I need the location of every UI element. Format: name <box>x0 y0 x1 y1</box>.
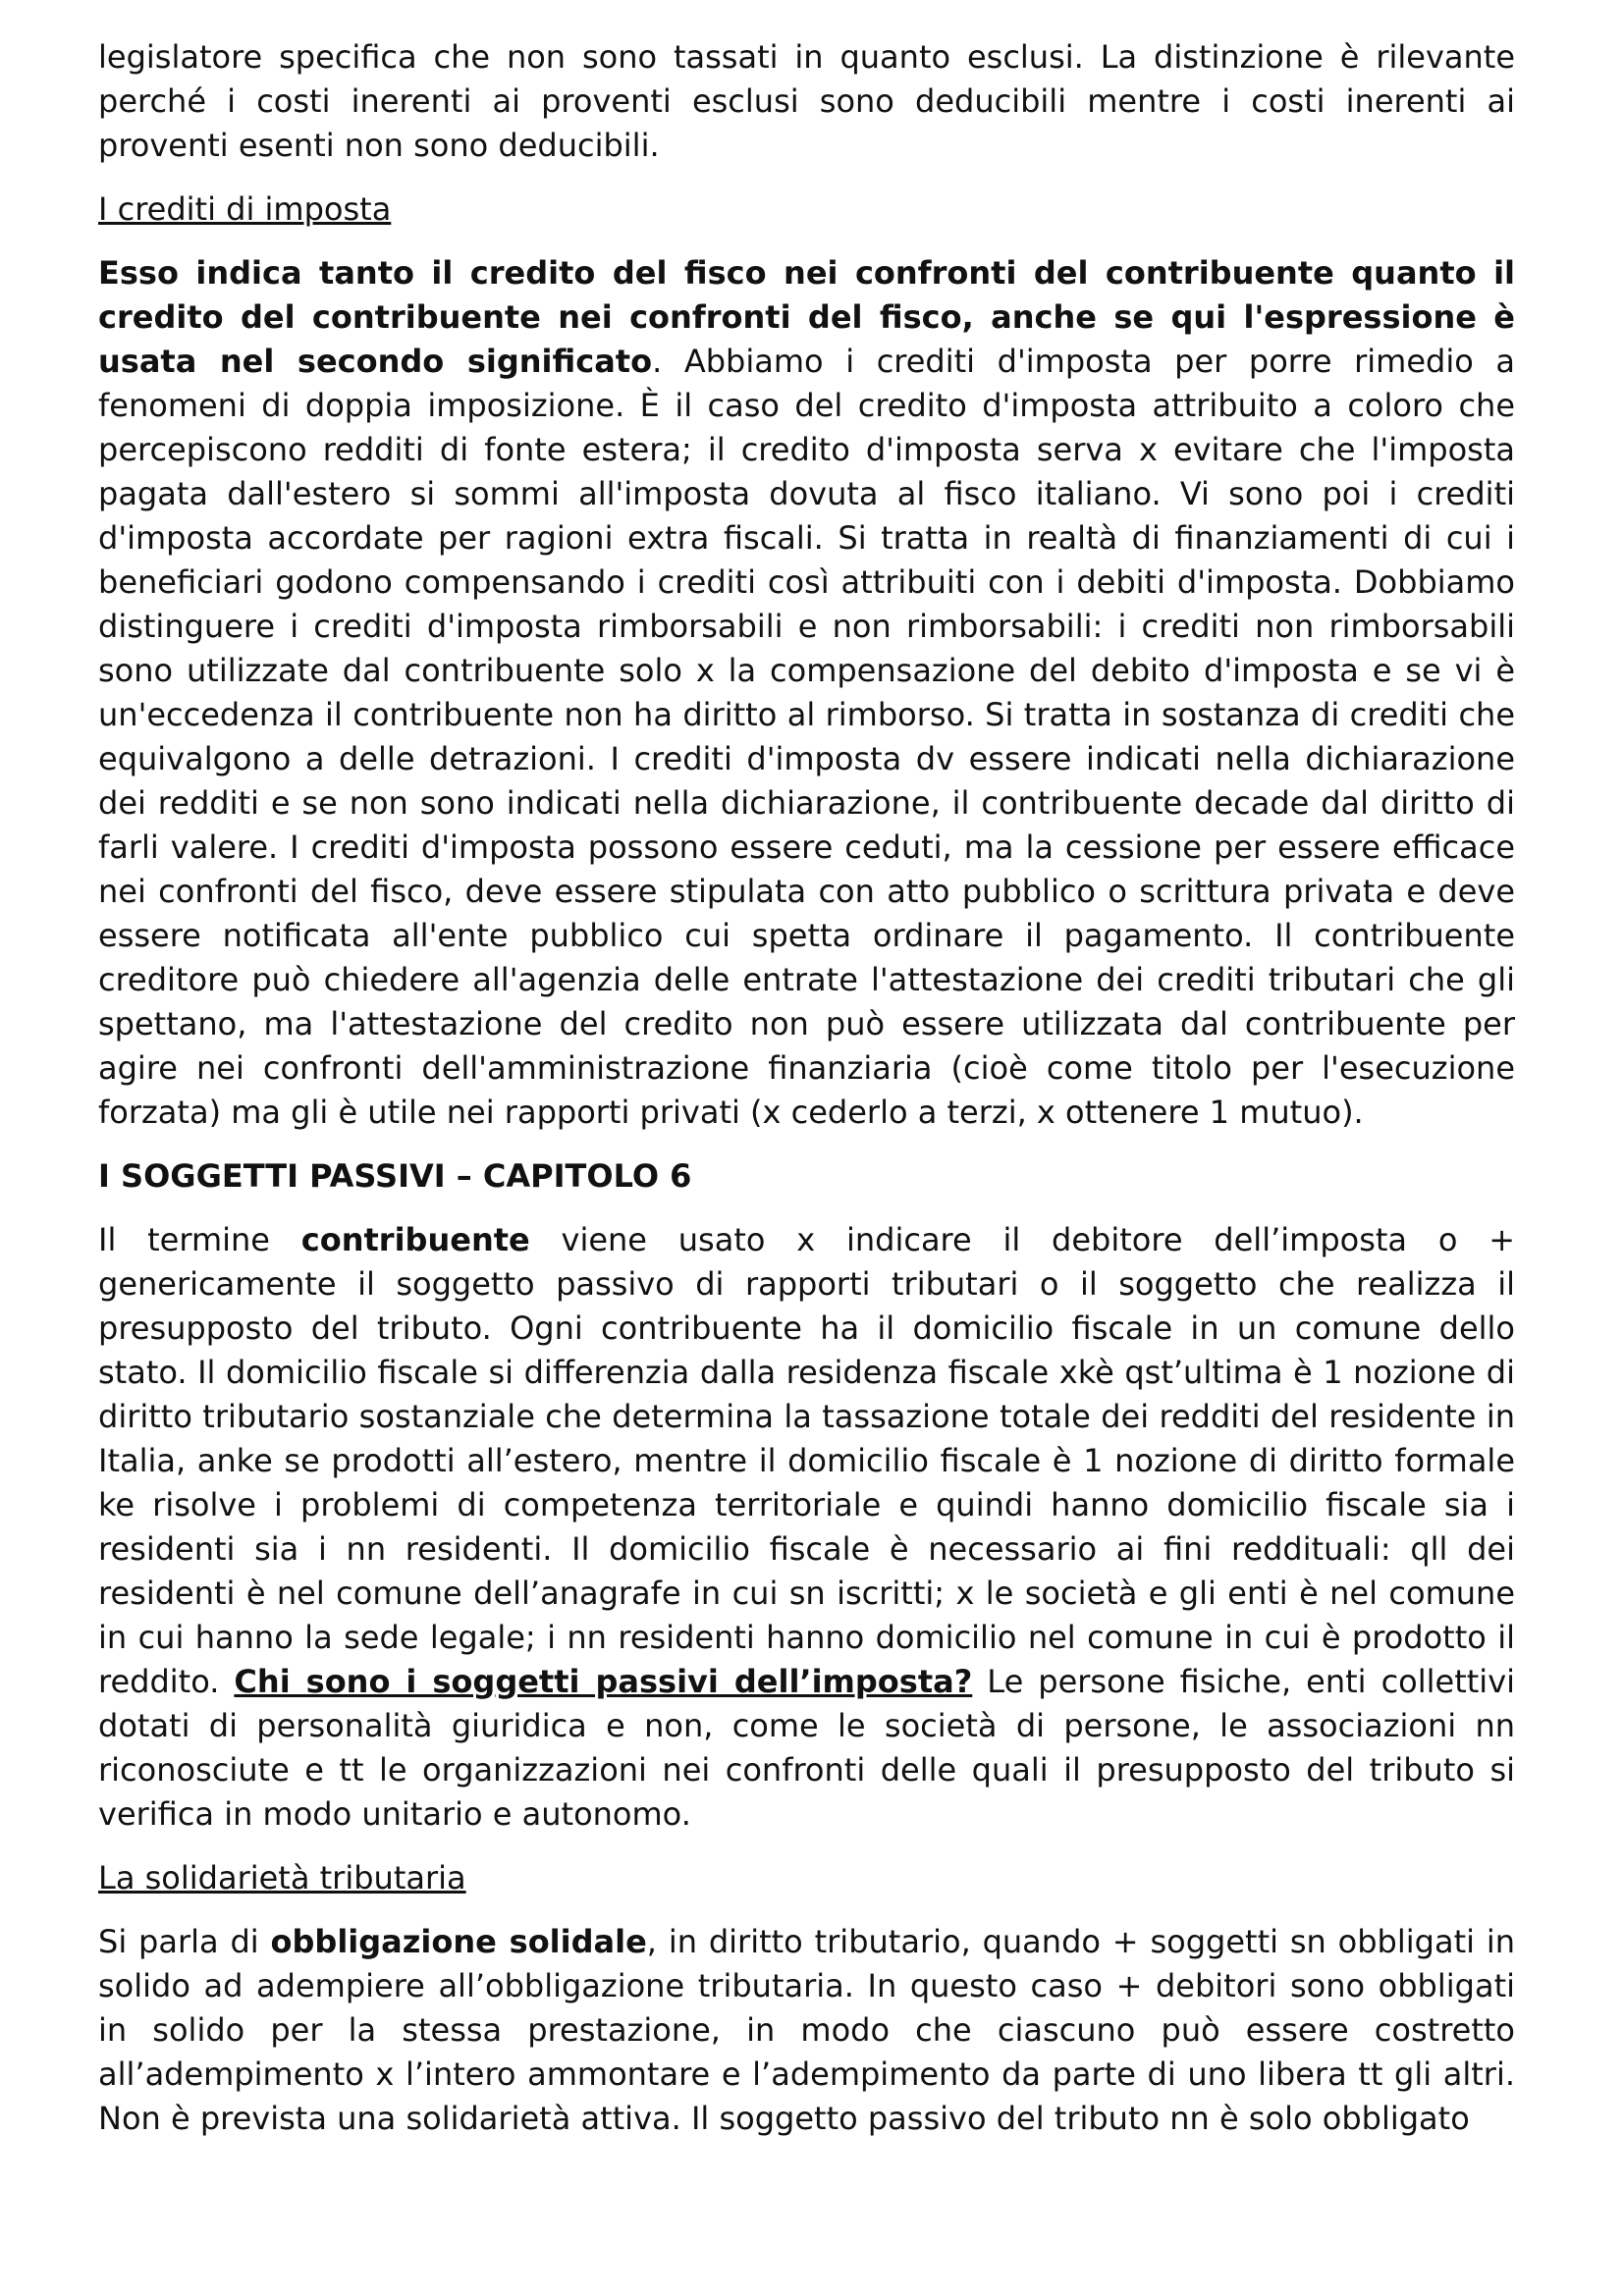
paragraph-crediti-text: . Abbiamo i crediti d'imposta per porre rimedio a fenomeni di doppia imposizione. È il caso del credito d'imposta attribuito a coloro che percepiscono redditi di fonte estera; il credito d'imposta serva x evitare che l'imposta pagata dall'estero si sommi all'imposta dovuta al fisco italiano. Vi sono poi i crediti d'imposta accordate per ragioni extra fiscali. Si tratta in realtà di finanziamenti di cui i beneficiari godono compensando i crediti così attribuiti con i debiti d'imposta. Dobbiamo distinguere i crediti d'imposta rimborsabili e non rimborsabili: i crediti non rimborsabili sono utilizzate dal contribuente solo x la compensazione del debito d'imposta e se vi è un'eccedenza il contribuente non ha diritto al rimborso. Si tratta in sostanza di crediti che equivalgono a delle detrazioni. I crediti d'imposta dv essere indicati nella dichiarazione dei redditi e se non sono indicati nella dichiarazione, il contribuente decade dal diritto di farli valere. I crediti d'imposta possono essere ceduti, ma la cessione per essere efficace nei confronti del fisco, deve essere stipulata con atto pubblico o scrittura privata e deve essere notificata all'ente pubblico cui spetta ordinare il pagamento. Il contribuente creditore può chiedere all'agenzia delle entrate l'attestazione dei crediti tributari che gli spettano, ma l'attestazione del credito non può essere utilizzata dal contribuente per agire nei confronti dell'amministrazione finanziaria (cioè come titolo per l'esecuzione forzata) ma gli è utile nei rapporti privati (x cederlo a terzi, x ottenere 1 mutuo). <box>98 343 1516 1131</box>
solidarieta-intro: Si parla di <box>98 1923 271 1960</box>
contribuente-intro: Il termine <box>98 1221 301 1258</box>
paragraph-crediti-di-imposta <box>98 251 1515 1135</box>
paragraph-contribuente <box>98 1218 1515 1837</box>
paragraph-esclusi: legislatore specifica che non sono tassati in quanto esclusi. La distinzione è rilevante perché i costi inerenti ai proventi esclusi sono deducibili mentre i costi inerenti ai proventi esenti non sono deducibili. <box>98 38 1515 164</box>
bold-question-soggetti-passivi: Chi sono i soggetti passivi dell’imposta? <box>234 1663 973 1700</box>
contribuente-text: viene usato x indicare il debitore dell’imposta o + genericamente il soggetto passivo di rapporti tributari o il soggetto che realizza il presupposto del tributo. Ogni contribuente ha il domicilio fiscale in un comune dello stato. Il domicilio fiscale si differenzia dalla residenza fiscale xkè qst’ultima è 1 nozione di diritto tributario sostanziale che determina la tassazione totale dei redditi del residente in Italia, anke se prodotti all’estero, mentre il domicilio fiscale è 1 nozione di diritto formale ke risolve i problemi di competenza territoriale e quindi hanno domicilio fiscale sia i residenti sia i nn residenti. Il domicilio fiscale è necessario ai fini reddituali: qll dei residenti è nel comune dell’anagrafe in cui sn iscritti; x le società e gli enti è nel comune in cui hanno la sede legale; i nn residenti hanno domicilio nel comune in cui è prodotto il reddito. <box>98 1221 1516 1700</box>
heading-solidarieta-tributaria: La solidarietà tributaria <box>98 1859 466 1896</box>
bold-definition: Esso indica tanto il credito del fisco nei confronti del contribuente quanto il credito del contribuente nei confronti del fisco, anche se qui l'espressione è usata nel secondo significato <box>98 254 1515 380</box>
heading-soggetti-passivi: I SOGGETTI PASSIVI – CAPITOLO 6 <box>98 1157 692 1195</box>
heading-crediti-di-imposta: I crediti di imposta <box>98 190 392 228</box>
solidarieta-text: , in diritto tributario, quando + soggetti sn obbligati in solido ad adempiere all’obbligazione tributaria. In questo caso + debitori sono obbligati in solido per la stessa prestazione, in modo che ciascuno può essere costretto all’adempimento x l’intero ammontare e l’adempimento da parte di uno libera tt gli altri. Non è prevista una solidarietà attiva. Il soggetto passivo del tributo nn è solo obbligato <box>98 1923 1516 2137</box>
bold-obbligazione-solidale: obbligazione solidale <box>270 1923 647 1960</box>
bold-contribuente: contribuente <box>300 1221 530 1258</box>
soggetti-passivi-answer: Le persone fisiche, enti collettivi dotati di personalità giuridica e non, come le società di persone, le associazioni nn riconosciute e tt le organizzazioni nei confronti delle quali il presupposto del tributo si verifica in modo unitario e autonomo. <box>98 1663 1516 1833</box>
paragraph-solidarieta <box>98 1920 1515 2141</box>
